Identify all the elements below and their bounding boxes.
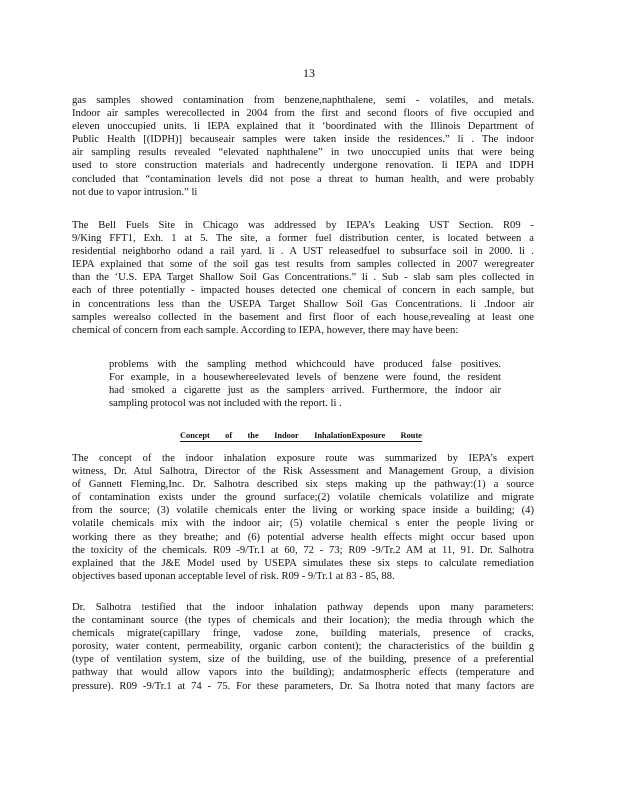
text-line: 9/King FFT1, Exh. 1 at 5. The site, a former fuel distribution center, is located between a [72,233,534,245]
quote-line: sampling protocol was not included with the report. li . [109,398,342,410]
text-line: working there as they breathe; and (6) potential adverse health effects might occur based upon [72,531,534,543]
text-line: not due to vapor intrusion.” li [72,186,198,198]
text-line: samples werealso collected in the basement and first floor of each house,revealing at least one [72,311,534,323]
heading-word: Concept [180,431,210,440]
heading-word: the [247,431,259,440]
paragraph-3 [72,452,534,583]
text-line: eleven unoccupied units. li IEPA explained that it ‘boordinated with the Illinois Department of [72,121,534,133]
paragraph-1 [72,94,534,199]
text-line: the contaminant source (the types of chemicals and their location); the media through which the [72,615,534,627]
text-line: Public Health [(IDPH)] becauseair samples were taken inside the residences.” li . The indoor [72,134,534,146]
text-line: of contamination exists under the ground surface;(2) volatile chemicals volatilize and migrate [72,492,534,504]
text-line: volatile chemicals mix with the indoor air; (5) volatile chemical s enter the people living or [72,518,534,530]
text-line: chemicals migrate(capillary fringe, vadose zone, building materials, presence of cracks, [72,628,534,640]
text-line: air sampling results revealed “elevated naphthalene” in two unoccupied units that were being [72,147,534,159]
paragraph-2 [72,219,534,337]
text-line: concluded that “contamination levels did not pose a threat to human health, and were probably [72,173,534,185]
quote-line: For example, in a housewhereelevated levels of benzene were found, the resident [109,372,501,384]
text-line: than the ‘U.S. EPA Target Shallow Soil Gas Concentrations.” li . Sub - slab sam ples collected in [72,272,534,284]
text-line: of Gannett Fleming,Inc. Dr. Salhotra described six steps making up the pathway:(1) a source [72,479,534,491]
paragraph-4 [72,601,534,693]
text-line: pressure). R09 -9/Tr.1 at 74 - 75. For these parameters, Dr. Sa lhotra noted that many factors are [72,680,534,692]
text-line: witness, Dr. Atul Salhotra, Director of the Risk Assessment and Management Group, a division [72,466,534,478]
quote-line: problems with the sampling method whichcould have produced false positives. [109,359,501,370]
heading-word: InhalationExposure [314,431,386,440]
text-line: the toxicity of the chemicals. R09 -9/Tr.1 at 60, 72 - 73; R09 -9/Tr.2 AM at 11, 91. Dr. Salhotra [72,544,534,556]
heading-word: Route [400,431,422,440]
text-line: The concept of the indoor inhalation exposure route was summarized by IEPA’s expert [72,453,534,464]
block-quote [109,358,501,410]
text-line: The Bell Fuels Site in Chicago was addressed by IEPA’s Leaking UST Section. R09 - [72,220,534,231]
heading-word: of [225,431,233,440]
text-line: from the source; (3) volatile chemicals enter the living or working space inside a building; (4) [72,505,534,517]
heading-word: Indoor [274,431,299,440]
section-heading [180,431,422,442]
text-line: residential neighborho odand a rail yard. li . A UST releasedfuel to subsurface soil in 2000. li . [72,246,534,258]
quote-line: had smoked a cigarette just as the samplers arrived. Furthermore, the indoor air [109,385,501,397]
text-line: explained that the J&E Model used by USEPA simulates these six steps to calculate remediation [72,557,534,569]
text-line: IEPA explained that some of the soil gas test results from samples collected in 2007 weregreater [72,259,534,271]
text-line: Indoor air samples werecollected in 2004 from the first and second floors of five occupied and [72,108,534,120]
text-line: each of three potentially - impacted houses detected one chemical of concern in each sample, but [72,285,534,297]
text-line: gas samples showed contamination from benzene,naphthalene, semi - volatiles, and metals. [72,95,534,106]
text-line: objectives based uponan acceptable level of risk. R09 - 9/Tr.1 at 83 - 85, 88. [72,570,395,582]
text-line: (type of ventilation system, size of the building, use of the building, presence of a preferential [72,654,534,666]
text-line: Dr. Salhotra testified that the indoor inhalation pathway depends upon many parameters: [72,602,534,613]
text-line: used to store construction materials and hadrecently undergone renovation. li IEPA and IDPH [72,160,534,172]
text-line: in concentrations less than the USEPA Target Shallow Soil Gas Concentrations. li .Indoor air [72,298,534,310]
text-line: porosity, water content, permeability, organic carbon content); the characteristics of the buildin g [72,641,534,653]
page-number: 13 [303,66,315,80]
text-line: pathway that would allow vapors into the building); andatmospheric effects (temperature and [72,667,534,679]
text-line: chemical of concern from each sample. According to IEPA, however, there may have been: [72,324,459,336]
